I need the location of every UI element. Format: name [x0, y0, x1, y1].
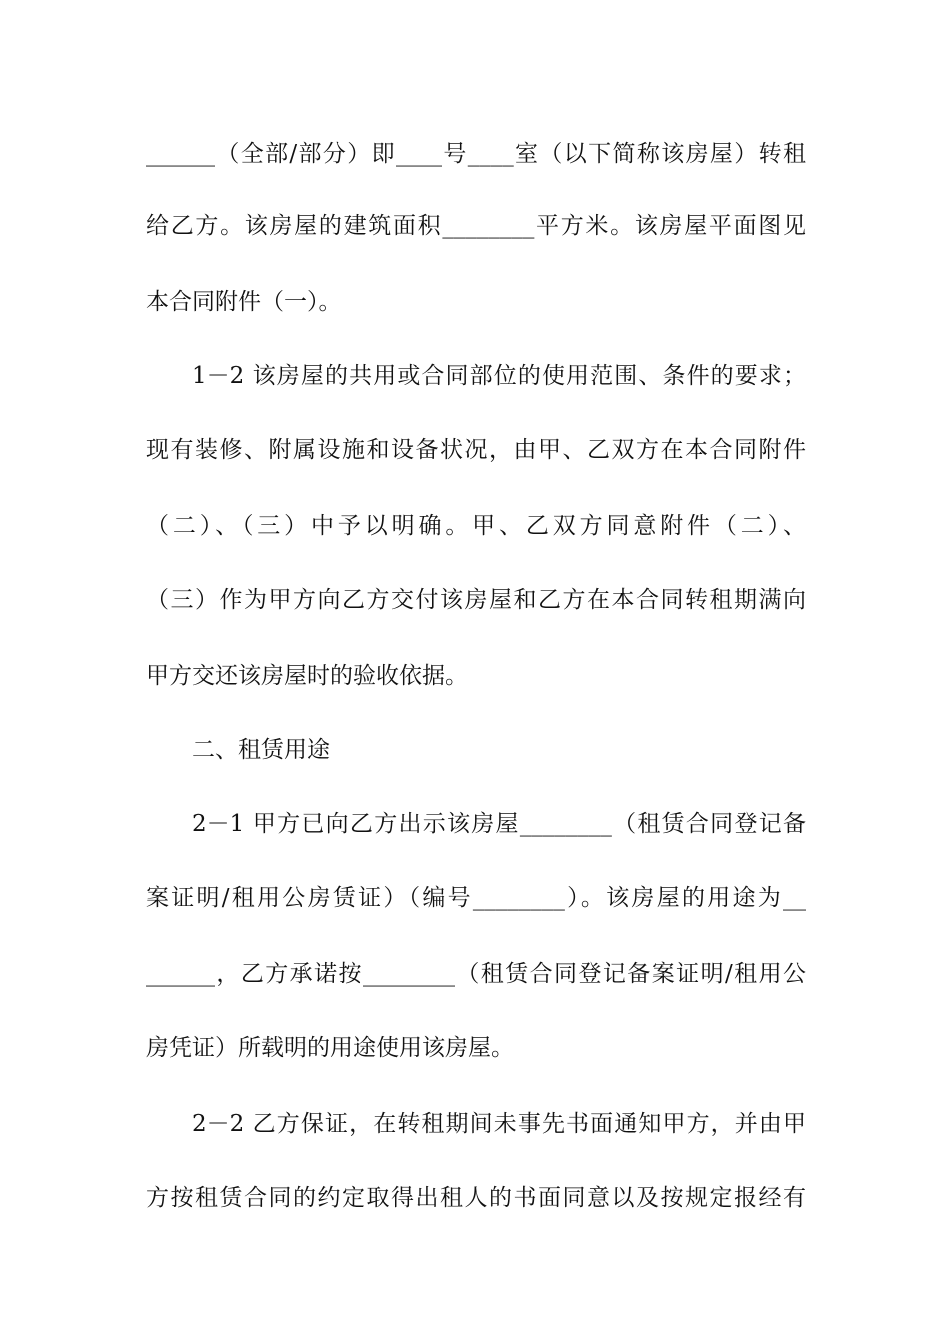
- text-line: 现有装修、附属设施和设备状况，由甲、乙双方在本合同附件: [146, 437, 806, 463]
- text-line: 房凭证）所载明的用途使用该房屋。: [146, 1035, 514, 1061]
- section-heading: 二、租赁用途: [192, 737, 330, 763]
- text-line: ______（全部/部分）即____号____室（以下简称该房屋）转租: [146, 141, 806, 167]
- text-line: 案证明/租用公房赁证）（编号________）。该房屋的用途为__: [146, 885, 806, 911]
- text-line: 给乙方。该房屋的建筑面积________平方米。该房屋平面图见: [146, 213, 806, 239]
- text-line: ______，乙方承诺按________（租赁合同登记备案证明/租用公: [146, 961, 806, 987]
- text-line: 2－1 甲方已向乙方出示该房屋________（租赁合同登记备: [192, 811, 806, 837]
- text-line: 2－2 乙方保证，在转租期间未事先书面通知甲方，并由甲: [192, 1111, 806, 1137]
- text-line: （二）、（三）中予以明确。甲、乙双方同意附件（二）、: [146, 513, 806, 539]
- text-line: 本合同附件（一）。: [146, 289, 342, 315]
- text-line: 方按租赁合同的约定取得出租人的书面同意以及按规定报经有: [146, 1185, 806, 1211]
- text-line: 1－2 该房屋的共用或合同部位的使用范围、条件的要求；: [192, 363, 806, 389]
- text-line: 甲方交还该房屋时的验收依据。: [146, 663, 468, 689]
- text-line: （三）作为甲方向乙方交付该房屋和乙方在本合同转租期满向: [146, 587, 806, 613]
